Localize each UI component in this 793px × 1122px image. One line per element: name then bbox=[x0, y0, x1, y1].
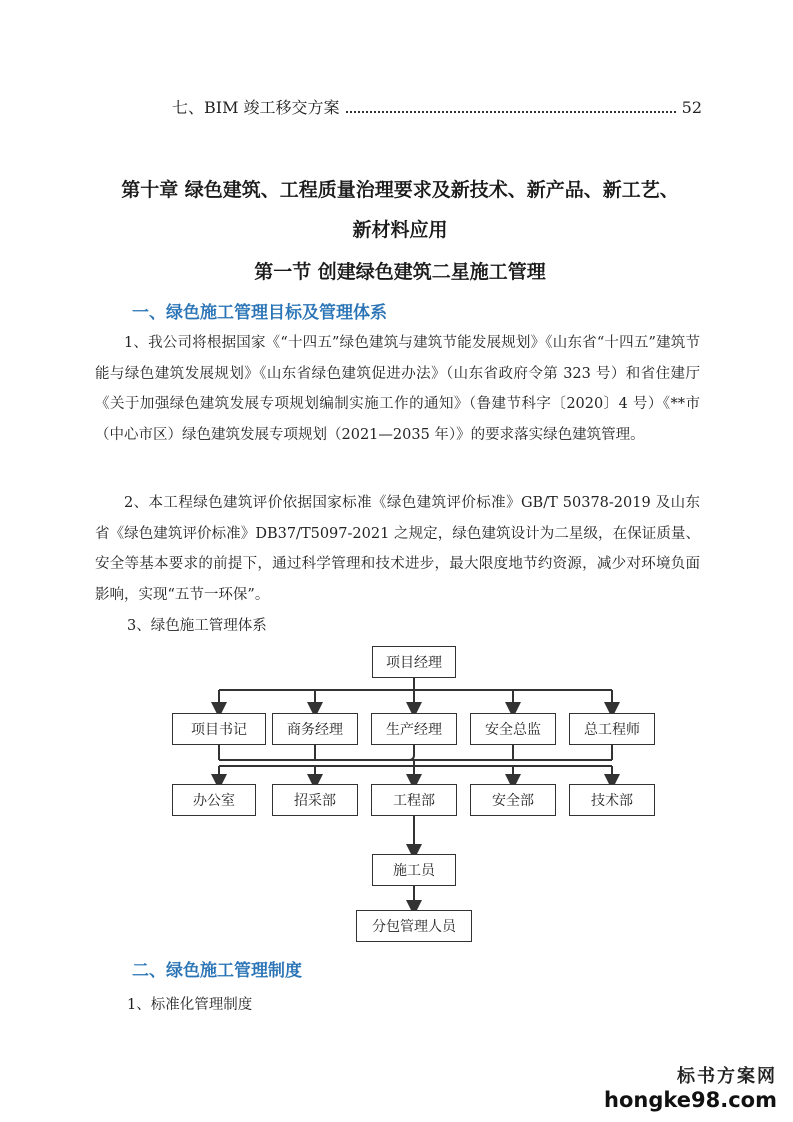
paragraph-1: 1、我公司将根据国家《“十四五”绿色建筑与建筑节能发展规划》《山东省“十四五”建筑节能与绿色建筑发展规划》《山东省绿色建筑促进办法》（山东省政府令第 323 号）和省住建厅《关于加强绿色建筑发展专项规划编制实施工作的通知》（鲁建节科字〔2020〕4 号）《**市（中心市区）绿色建筑发展专项规划（2021—2035 年）》的要求落实绿色建筑管理。 bbox=[95, 335, 700, 443]
org-box-office: 办公室 bbox=[172, 784, 256, 816]
toc-page-number: 52 bbox=[681, 98, 702, 117]
org-box-safety-director: 安全总监 bbox=[470, 713, 556, 745]
org-box-production-manager: 生产经理 bbox=[371, 713, 457, 745]
org-box-business-manager: 商务经理 bbox=[272, 713, 358, 745]
chapter-title-line1: 第十章 绿色建筑、工程质量治理要求及新技术、新产品、新工艺、 bbox=[121, 179, 679, 201]
heading-green-management-goals: 一、绿色施工管理目标及管理体系 bbox=[132, 303, 387, 323]
heading-green-management-system: 二、绿色施工管理制度 bbox=[132, 961, 302, 981]
org-box-subcontract-managers: 分包管理人员 bbox=[356, 910, 472, 942]
org-box-technology-dept: 技术部 bbox=[569, 784, 655, 816]
org-box-procurement-dept: 招采部 bbox=[272, 784, 358, 816]
item-3-label: 3、绿色施工管理体系 bbox=[127, 618, 267, 634]
org-box-engineering-dept: 工程部 bbox=[371, 784, 457, 816]
org-box-safety-dept: 安全部 bbox=[470, 784, 556, 816]
org-box-chief-engineer: 总工程师 bbox=[569, 713, 655, 745]
chapter-title-line2: 新材料应用 bbox=[352, 219, 448, 241]
watermark-en: hongke98.com bbox=[604, 1088, 777, 1112]
paragraph-2: 2、本工程绿色建筑评价依据国家标准《绿色建筑评价标准》GB/T 50378-2019 及山东省《绿色建筑评价标准》DB37/T5097-2021 之规定，绿色建筑设计为二星级，在保证质量、安全等基本要求的前提下，通过科学管理和技术进步，最大限度地节约资源，减少对环境负面影响，实现“五节一环保”。 bbox=[95, 495, 700, 603]
org-box-project-manager: 项目经理 bbox=[372, 646, 456, 678]
watermark-logo bbox=[604, 1062, 777, 1112]
watermark-cn: 标书方案网 bbox=[677, 1066, 777, 1087]
org-box-project-secretary: 项目书记 bbox=[172, 713, 266, 745]
toc-label: 七、BIM 竣工移交方案 bbox=[172, 98, 340, 117]
item-standardization: 1、标准化管理制度 bbox=[127, 997, 253, 1013]
org-box-construction-worker: 施工员 bbox=[372, 854, 456, 886]
section-title: 第一节 创建绿色建筑二星施工管理 bbox=[254, 261, 546, 283]
